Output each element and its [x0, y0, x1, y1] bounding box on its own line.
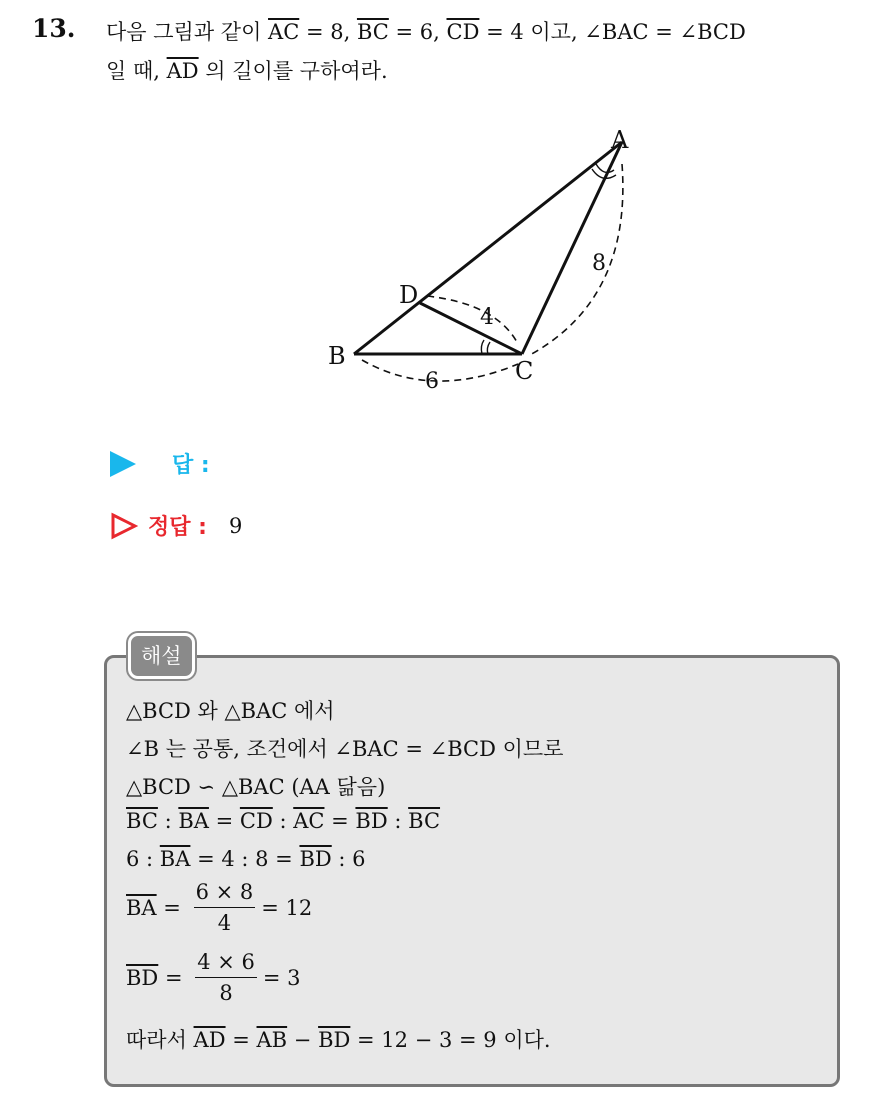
length-cd: 4 [480, 305, 494, 330]
solution-line2: ∠B 는 공통, 조건에서 ∠BAC = ∠BCD 이므로 [126, 737, 564, 761]
fraction-bd: $\frac{4 \times 6}{8}$ [197, 950, 255, 1005]
outline-triangle-icon [110, 512, 138, 540]
segment-ad: $\overline{AD}$ [166, 59, 199, 83]
correct-answer-label: 정답 : [148, 515, 207, 540]
question-text-line2: 일 때, $\overline{AD}$ 의 길이를 구하여라. [106, 59, 388, 83]
dim-cd-arc [427, 296, 518, 344]
dim-ac-arc [528, 164, 623, 356]
answer-row [110, 448, 210, 479]
solution-line5: 6 : $\overline{BA} = 4$ : $8 = \overline{BD}$ : 6 [126, 847, 366, 871]
correct-answer-row [110, 510, 242, 541]
correct-answer-value: 9 [228, 513, 243, 538]
play-triangle-icon [110, 451, 136, 477]
answer-label: 답 : [172, 453, 210, 478]
length-ac: 8 [592, 251, 606, 276]
solution-line1: △BCD 와 △BAC 에서 [126, 699, 335, 723]
question-text-line1: 다음 그림과 같이 $\overline{AC} = 8$, $\overline{BC} = 6$, $\overline{CD} = 4$ 이고, ∠BAC = ∠BCD [106, 20, 746, 44]
dim-bc-arc [362, 360, 518, 381]
length-bc: 6 [425, 369, 439, 394]
solution-line3: △BCD ∽ △BAC (AA 닮음) [126, 775, 386, 799]
label-a: A [611, 126, 629, 154]
solution-line6: $\overline{BA}$ = $\frac{6 \times 8}{4}$ = 12 [126, 880, 313, 935]
solution-tab: 해설 [128, 633, 195, 679]
label-c: C [515, 357, 534, 385]
fraction-ba: $\frac{6 \times 8}{4}$ [195, 880, 254, 935]
solution-line8: 따라서 $\overline{AD} = \overline{AB} - \overline{BD} = 12 - 3 = 9$ 이다. [126, 1028, 551, 1052]
triangle-figure [322, 120, 642, 400]
segment-ac: $\overline{AC}$ [268, 20, 300, 44]
angle-c-arc1 [481, 340, 484, 354]
side-ac [522, 142, 622, 354]
segment-bc: $\overline{BC}$ [356, 20, 389, 44]
question-number: 13. [32, 14, 76, 43]
segment-cd: $\overline{CD}$ [446, 20, 480, 44]
solution-line7: $\overline{BD}$ = $\frac{4 \times 6}{8}$ = 3 [126, 950, 301, 1005]
solution-line4: $\overline{BC}$ : $\overline{BA} = \overline{CD}$ : $\overline{AC} = \overline{BD}$ : $\overline{BC}$ [126, 809, 441, 833]
label-d: D [399, 281, 419, 309]
angle-c-arc2 [487, 342, 490, 354]
label-b: B [328, 342, 346, 370]
